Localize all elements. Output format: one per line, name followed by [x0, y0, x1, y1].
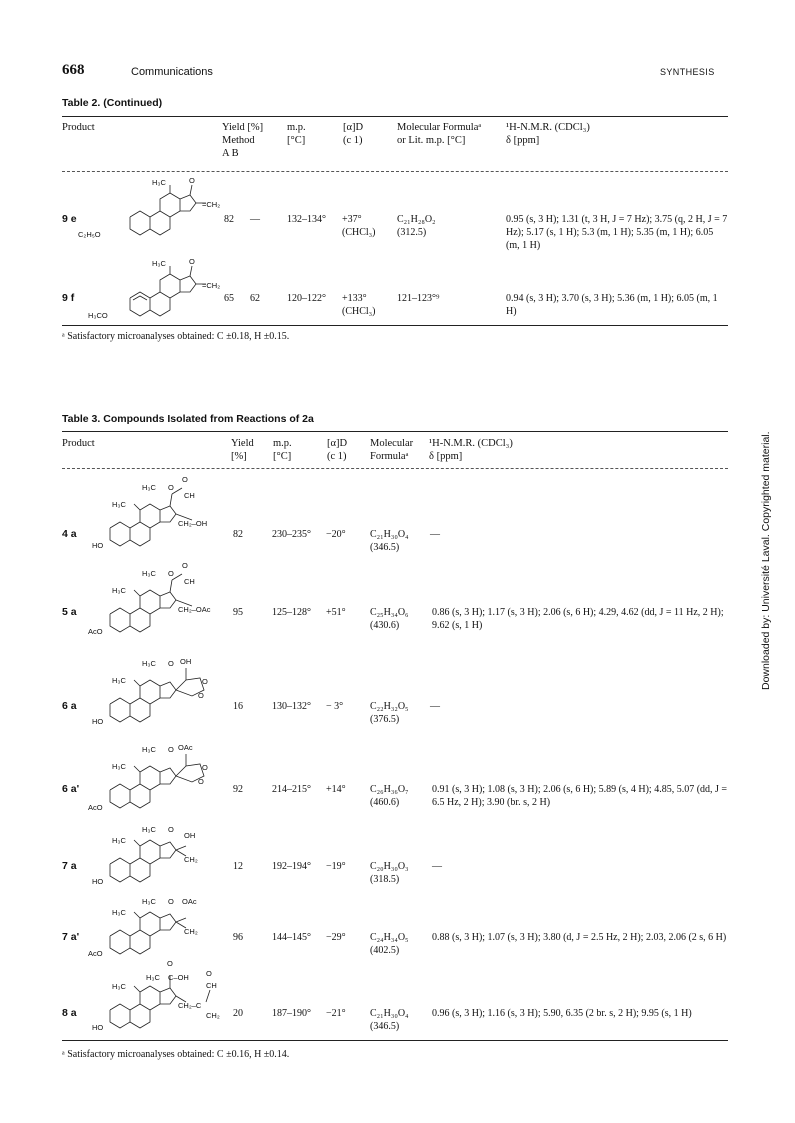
- table3-alpha: −20°: [326, 529, 346, 540]
- label-ho: HO: [92, 541, 104, 550]
- table2-row-label: 9 f: [62, 292, 75, 304]
- label-ch2: =CH₂: [202, 281, 221, 290]
- table3-mp: 230–235°: [272, 529, 311, 540]
- label-h3c: H₃C: [142, 745, 156, 754]
- journal-name: SYNTHESIS: [660, 67, 715, 77]
- table2-formula: C₂₁H₂₈O₂ (312.5): [397, 214, 436, 238]
- structure-9e: [78, 176, 221, 239]
- structure-7a-prime: [88, 896, 223, 961]
- label-ho: HO: [92, 717, 104, 726]
- table3-alpha: −29°: [326, 932, 346, 943]
- label-h3c: H₃C: [142, 483, 156, 492]
- label-ho: HO: [92, 877, 104, 886]
- table3-row-label: 6 a': [62, 783, 80, 795]
- label-aco: AcO: [88, 803, 103, 812]
- table3-yield: 92: [233, 784, 243, 795]
- table2-mp: 120–122°: [287, 293, 326, 304]
- label-h3c: H₃C: [142, 825, 156, 834]
- table2-yield-b: 62: [250, 293, 260, 304]
- table3-row-label: 6 a: [62, 700, 77, 712]
- table3-formula: C₂₆H₃₆O₇ (460.6): [370, 784, 409, 808]
- label-h3c: H₃C: [112, 908, 126, 917]
- label-h3c: H₃C: [142, 659, 156, 668]
- page-number: 668: [62, 62, 85, 78]
- label-h3c: H₃C: [112, 500, 126, 509]
- table2-alpha: +133° (CHCl₃): [342, 293, 376, 317]
- table3-bottom-rule: [62, 1040, 728, 1041]
- label-o: O: [198, 691, 204, 700]
- table3-nmr: —: [430, 701, 440, 712]
- table3-header-product: Product: [62, 438, 95, 449]
- label-h3c: H₃C: [112, 982, 126, 991]
- label-ch2: CH₂: [206, 1011, 220, 1020]
- label-ch2: =CH₂: [202, 200, 221, 209]
- label-o: O: [182, 561, 188, 570]
- table3-yield: 16: [233, 701, 243, 712]
- table3-mp: 130–132°: [272, 701, 311, 712]
- label-c2h5o: C₂H₅O: [78, 230, 101, 239]
- table2-nmr: 0.95 (s, 3 H); 1.31 (t, 3 H, J = 7 Hz); 3.75 (q, 2 H, J = 7 Hz); 5.17 (s, 1 H); 5.3 (m, 1 H); 5.35 (m, 1 H); 6.05 (m, 1 H): [506, 214, 728, 251]
- label-o: O: [168, 825, 174, 834]
- table3-yield: 95: [233, 607, 243, 618]
- table2-header-yield: Yield [%] Method A B: [222, 122, 264, 159]
- table3-alpha: +51°: [326, 607, 346, 618]
- table2-caption: Table 2. (Continued): [62, 97, 163, 109]
- table3-nmr: —: [432, 861, 442, 872]
- label-o: O: [198, 777, 204, 786]
- table2-row-label: 9 e: [62, 213, 77, 225]
- label-o: O: [189, 176, 195, 185]
- label-ch: CH: [184, 577, 195, 586]
- label-o: O: [168, 659, 174, 668]
- label-ch: CH: [184, 491, 195, 500]
- table3-alpha: +14°: [326, 784, 346, 795]
- label-o: O: [206, 969, 212, 978]
- table3-row-label: 4 a: [62, 528, 77, 540]
- table3-formula: C₂₁H₃₀O₄ (346.5): [370, 1008, 409, 1032]
- table2-nmr: 0.94 (s, 3 H); 3.70 (s, 3 H); 5.36 (m, 1 H); 6.05 (m, 1 H): [506, 293, 718, 317]
- table3-alpha: −19°: [326, 861, 346, 872]
- label-ch2: CH₂: [184, 855, 198, 864]
- structure-9f: [88, 257, 221, 320]
- table2-bottom-rule: [62, 325, 728, 326]
- table3-header-nmr: ¹H-N.M.R. (CDCl₃) δ [ppm]: [429, 438, 513, 462]
- table2-yield-a: 82: [224, 214, 234, 225]
- table3-formula: C₂₁H₃₀O₄ (346.5): [370, 529, 409, 553]
- structure-6a-prime: [88, 740, 223, 815]
- label-h3c: H₃C: [142, 897, 156, 906]
- label-o: O: [167, 959, 173, 968]
- label-h3c: H₃C: [152, 259, 166, 268]
- table3-header-mp: m.p. [°C]: [273, 438, 292, 462]
- label-h3c: H₃C: [112, 836, 126, 845]
- table2-header-mp: m.p. [°C]: [287, 122, 306, 146]
- table3-formula: C₂₅H₃₄O₆ (430.6): [370, 607, 409, 631]
- structure-5a: [88, 561, 223, 639]
- label-oh: OH: [184, 831, 196, 840]
- label-aco: AcO: [88, 949, 103, 958]
- label-oac: OAc: [178, 743, 193, 752]
- label-o: O: [202, 763, 208, 772]
- table2-top-rule: [62, 116, 728, 117]
- table2-footnote: ᵃ Satisfactory microanalyses obtained: C ±0.18, H ±0.15.: [62, 331, 290, 342]
- table3-yield: 20: [233, 1008, 243, 1019]
- table2-yield-a: 65: [224, 293, 234, 304]
- table2-header-alpha: [α]D (c 1): [343, 122, 364, 146]
- table2-header-rule: [62, 171, 728, 172]
- table3-formula: C₂₂H₃₂O₅ (376.5): [370, 701, 409, 725]
- table2-yield-b: —: [250, 214, 260, 225]
- table2-formula: 121–123°⁹: [397, 293, 440, 304]
- table3-footnote: ᵃ Satisfactory microanalyses obtained: C ±0.16, H ±0.14.: [62, 1049, 290, 1060]
- table2-header-product: Product: [62, 122, 95, 133]
- table3-mp: 187–190°: [272, 1008, 311, 1019]
- download-notice: Downloaded by: Université Laval. Copyrighted material.: [760, 431, 772, 690]
- label-o: O: [202, 677, 208, 686]
- table3-mp: 144–145°: [272, 932, 311, 943]
- label-h3c: H₃C: [112, 586, 126, 595]
- label-h3c: H₃C: [146, 973, 160, 982]
- table3-alpha: − 3°: [326, 701, 344, 712]
- table3-header-rule: [62, 468, 728, 469]
- label-h3c: H₃C: [142, 569, 156, 578]
- label-o: O: [168, 745, 174, 754]
- table3-nmr: 0.86 (s, 3 H); 1.17 (s, 3 H); 2.06 (s, 6 H); 4.29, 4.62 (dd, J = 11 Hz, 2 H); 9.62 (s, 1 H): [432, 607, 724, 631]
- structure-8a: [92, 959, 223, 1034]
- table3-alpha: −21°: [326, 1008, 346, 1019]
- section-title: Communications: [131, 66, 213, 78]
- table3-row-label: 8 a: [62, 1007, 77, 1019]
- table3-formula: C₂₀H₃₀O₃ (318.5): [370, 861, 409, 885]
- label-ch: CH: [206, 981, 217, 990]
- label-ch2-c: CH₂–C: [178, 1001, 202, 1010]
- label-ch2oac: CH₂–OAc: [178, 605, 211, 614]
- label-h3co: H₃CO: [88, 311, 108, 320]
- label-oh: OH: [180, 657, 192, 666]
- label-h3c: H₃C: [112, 676, 126, 685]
- table3-yield: 12: [233, 861, 243, 872]
- label-o: O: [182, 475, 188, 484]
- table3-formula: C₂₄H₃₄O₅ (402.5): [370, 932, 409, 956]
- table3-mp: 214–215°: [272, 784, 311, 795]
- table3-nmr: —: [430, 529, 440, 540]
- table3-mp: 125–128°: [272, 607, 311, 618]
- label-o: O: [168, 897, 174, 906]
- table3-row-label: 7 a': [62, 931, 80, 943]
- table3-yield: 82: [233, 529, 243, 540]
- table3-mp: 192–194°: [272, 861, 311, 872]
- table3-header-yield: Yield [%]: [231, 438, 254, 462]
- label-o: O: [168, 569, 174, 578]
- table3-header-formula: Molecular Formulaᵃ: [370, 438, 414, 462]
- structure-4a: [92, 475, 223, 553]
- label-ho: HO: [92, 1023, 104, 1032]
- label-c-oh: C–OH: [168, 973, 189, 982]
- label-h3c: H₃C: [112, 762, 126, 771]
- table3-nmr: 0.88 (s, 3 H); 1.07 (s, 3 H); 3.80 (d, J = 2.5 Hz, 2 H); 2.03, 2.06 (2 s, 6 H): [432, 932, 727, 943]
- table3-top-rule: [62, 431, 728, 432]
- table3-nmr: 0.91 (s, 3 H); 1.08 (s, 3 H); 2.06 (s, 6 H); 5.89 (s, 4 H); 4.85, 5.07 (dd, J = 6.5 Hz, 2 H); 3.90 (br. s, 2 H): [432, 784, 728, 808]
- table3-header-alpha: [α]D (c 1): [327, 438, 348, 462]
- table3-row-label: 7 a: [62, 860, 77, 872]
- table2-alpha: +37° (CHCl₃): [342, 214, 376, 238]
- label-aco: AcO: [88, 627, 103, 636]
- structure-7a: [92, 824, 223, 889]
- table3-caption: Table 3. Compounds Isolated from Reactions of 2a: [62, 413, 314, 425]
- label-ch2oh: CH₂–OH: [178, 519, 208, 528]
- label-ch2: CH₂: [184, 927, 198, 936]
- table3-nmr: 0.96 (s, 3 H); 1.16 (s, 3 H); 5.90, 6.35 (2 br. s, 2 H); 9.95 (s, 1 H): [432, 1008, 692, 1019]
- table3-yield: 96: [233, 932, 243, 943]
- table2-mp: 132–134°: [287, 214, 326, 225]
- label-o: O: [189, 257, 195, 266]
- label-o: O: [168, 483, 174, 492]
- table3-row-label: 5 a: [62, 606, 77, 618]
- table2-header-nmr: ¹H-N.M.R. (CDCl₃) δ [ppm]: [506, 122, 590, 146]
- table2-header-formula: Molecular Formulaᵃ or Lit. m.p. [°C]: [397, 122, 482, 146]
- label-oac: OAc: [182, 897, 197, 906]
- label-h3c: H₃C: [152, 178, 166, 187]
- structure-6a: [92, 654, 223, 729]
